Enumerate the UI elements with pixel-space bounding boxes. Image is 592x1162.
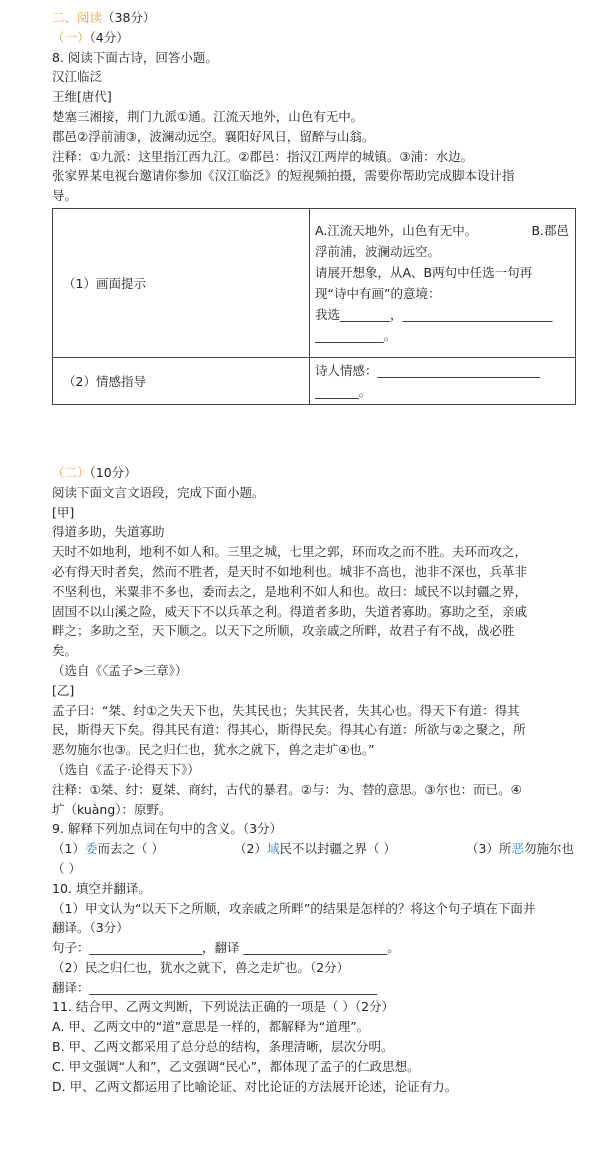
part1-label: （一） bbox=[52, 29, 90, 45]
row1-options bbox=[315, 220, 569, 241]
q11-option-d[interactable]: D. 甲、乙两文都运用了比喻论证、对比论证的方法展开论述，论证有力。 bbox=[52, 1078, 458, 1094]
option-a: A.江流天地外，山色有无中。 bbox=[315, 222, 478, 238]
jia-paragraph-line: 矣。 bbox=[52, 643, 78, 659]
q10-sub1-line-1: （1）甲文认为“以天下之所顺，攻亲戚之所畔”的结果是怎样的？将这个句子填在下面并 bbox=[52, 900, 536, 916]
jia-title: 得道多助，失道寡助 bbox=[52, 524, 165, 540]
poem-title: 汉江临泛 bbox=[52, 69, 103, 85]
section-heading bbox=[52, 8, 577, 28]
q9-item-1: （1）委而去之（ ） bbox=[52, 841, 164, 857]
poem-author: 王维[唐代] bbox=[52, 89, 112, 105]
yi-paragraph-line: 民，斯得天下矣。得其民有道：得其心，斯得民矣。得其心有道：所欲与②之聚之，所 bbox=[52, 722, 526, 738]
part2-notes-line-1: 注释：①桀、纣：夏桀、商纣，古代的暴君。②与：为、替的意思。③尔也：而已。④ bbox=[52, 781, 522, 797]
row1-choice-blank[interactable]: 我选________，________________________ bbox=[315, 306, 553, 322]
part1-heading bbox=[52, 28, 577, 48]
poem-line-1: 楚塞三湘接，荆门九派①通。江流天地外，山色有无中。 bbox=[52, 108, 364, 124]
q9-keyword-2: 域 bbox=[266, 841, 280, 857]
row1-label: （1）画面提示 bbox=[53, 208, 310, 357]
q8-prompt: 8. 阅读下面古诗，回答小题。 bbox=[52, 49, 218, 65]
section-number: 二、 bbox=[52, 10, 78, 25]
jia-paragraph-line: 畔之；多助之至，天下顺之。以天下之所顺，攻亲戚之所畔，故君子有不战，战必胜 bbox=[52, 623, 515, 639]
jia-source: （选自《〈孟子>三章》） bbox=[52, 662, 188, 678]
table-row bbox=[53, 208, 576, 357]
emotion-blank-cont[interactable]: _______。 bbox=[315, 383, 372, 399]
part2-score: （10分） bbox=[89, 464, 137, 480]
row1-line-4: 现“诗中有画”的意境： bbox=[315, 285, 441, 301]
part2-intro: 阅读下面文言文语段，完成下面小题。 bbox=[52, 484, 265, 500]
poem-notes: 注释：①九派：这里指江西九江。②郡邑：指汉江两岸的城镇。③浦：水边。 bbox=[52, 148, 474, 164]
yi-label: [乙] bbox=[52, 682, 75, 698]
q11-option-c[interactable]: C. 甲文强调“人和”，乙文强调“民心”，都体现了孟子的仁政思想。 bbox=[52, 1058, 420, 1074]
script-design-table bbox=[52, 208, 576, 405]
yi-paragraph-line: 恶勿施尔也③。民之归仁也，犹水之就下，兽之走圹④也。” bbox=[52, 742, 375, 758]
q11-option-a[interactable]: A. 甲、乙两文中的“道”意思是一样的，都解释为“道理”。 bbox=[52, 1019, 370, 1035]
q11-prompt: 11. 结合甲、乙两文判断，下列说法正确的一项是（ ）（2分） bbox=[52, 999, 395, 1015]
emotion-blank[interactable]: 诗人情感：__________________________ bbox=[315, 362, 541, 378]
document bbox=[52, 8, 577, 1096]
task-line-1: 张家界某电视台邀请你参加《汉江临泛》的短视频拍摄，需要你帮助完成脚本设计指 bbox=[52, 168, 515, 184]
q9-item-3: （3）所恶勿施尔也 bbox=[466, 841, 574, 857]
poem-line-2: 郡邑②浮前浦③，波澜动远空。襄阳好风日，留醉与山翁。 bbox=[52, 128, 375, 144]
q9-keyword-1: 委 bbox=[84, 841, 98, 857]
q9-keyword-3: 恶 bbox=[511, 841, 524, 857]
q10-sub1-line-2: 翻译。（3分） bbox=[52, 920, 129, 936]
task-line-2: 导。 bbox=[52, 188, 78, 204]
q9-items bbox=[52, 839, 574, 859]
q10-sub1-blank[interactable]: 句子：__________________，翻译 _______________________。 bbox=[52, 940, 400, 956]
row1-line-3: 请展开想象，从A、B两句中任选一句再 bbox=[315, 264, 533, 280]
q10-sub2-line-1: （2）民之归仁也，犹水之就下，兽之走圹也。（2分） bbox=[52, 959, 350, 975]
part2-label: （二） bbox=[52, 464, 90, 480]
q9-item-2: （2）域民不以封疆之界（ ） bbox=[234, 841, 396, 857]
part2-heading bbox=[52, 463, 577, 483]
part2-notes-line-2: 圹（kuàng）：原野。 bbox=[52, 801, 172, 817]
yi-paragraph-line: 孟子曰：“桀、纣①之失天下也，失其民也；失其民者，失其心也。得天下有道：得其 bbox=[52, 702, 520, 718]
row2-content bbox=[310, 357, 576, 404]
q9-item-3-blank[interactable]: （ ） bbox=[52, 860, 81, 876]
row2-label: （2）情感指导 bbox=[53, 357, 310, 404]
jia-paragraph-line: 固国不以山溪之险，威天下不以兵革之利。得道者多助，失道者寡助。寡助之至，亲戚 bbox=[52, 603, 528, 619]
yi-source: （选自《孟子·论得天下》） bbox=[52, 761, 200, 777]
q10-prompt: 10. 填空并翻译。 bbox=[52, 880, 151, 896]
section-score: （38分） bbox=[102, 10, 156, 25]
q9-prompt: 9. 解释下列加点词在句中的含义。（3分） bbox=[52, 821, 283, 837]
q10-sub2-blank[interactable]: 翻译：______________________________________________ bbox=[52, 979, 378, 995]
option-b: B.郡邑 bbox=[531, 222, 569, 238]
row1-line-2: 浮前浦，波澜动远空。 bbox=[315, 243, 441, 259]
jia-paragraph-line: 天时不如地利，地利不如人和。三里之城，七里之郭，环而攻之而不胜。夫环而攻之， bbox=[52, 544, 528, 560]
q11-option-b[interactable]: B. 甲、乙两文都采用了总分总的结构，条理清晰，层次分明。 bbox=[52, 1039, 394, 1055]
row1-answer-blank[interactable]: ___________。 bbox=[315, 327, 397, 343]
jia-paragraph-line: 不坚利也，米粟非不多也，委而去之，是地利不如人和也。故曰：域民不以封疆之界， bbox=[52, 583, 528, 599]
jia-paragraph-line: 必有得天时者矣，然而不胜者，是天时不如地利也。城非不高也，池非不深也，兵革非 bbox=[52, 563, 528, 579]
table-row bbox=[53, 357, 576, 404]
section-title-link[interactable]: 阅读 bbox=[77, 10, 103, 25]
jia-label: [甲] bbox=[52, 504, 75, 520]
part1-score: （4分） bbox=[89, 29, 129, 45]
row1-content bbox=[310, 208, 576, 357]
